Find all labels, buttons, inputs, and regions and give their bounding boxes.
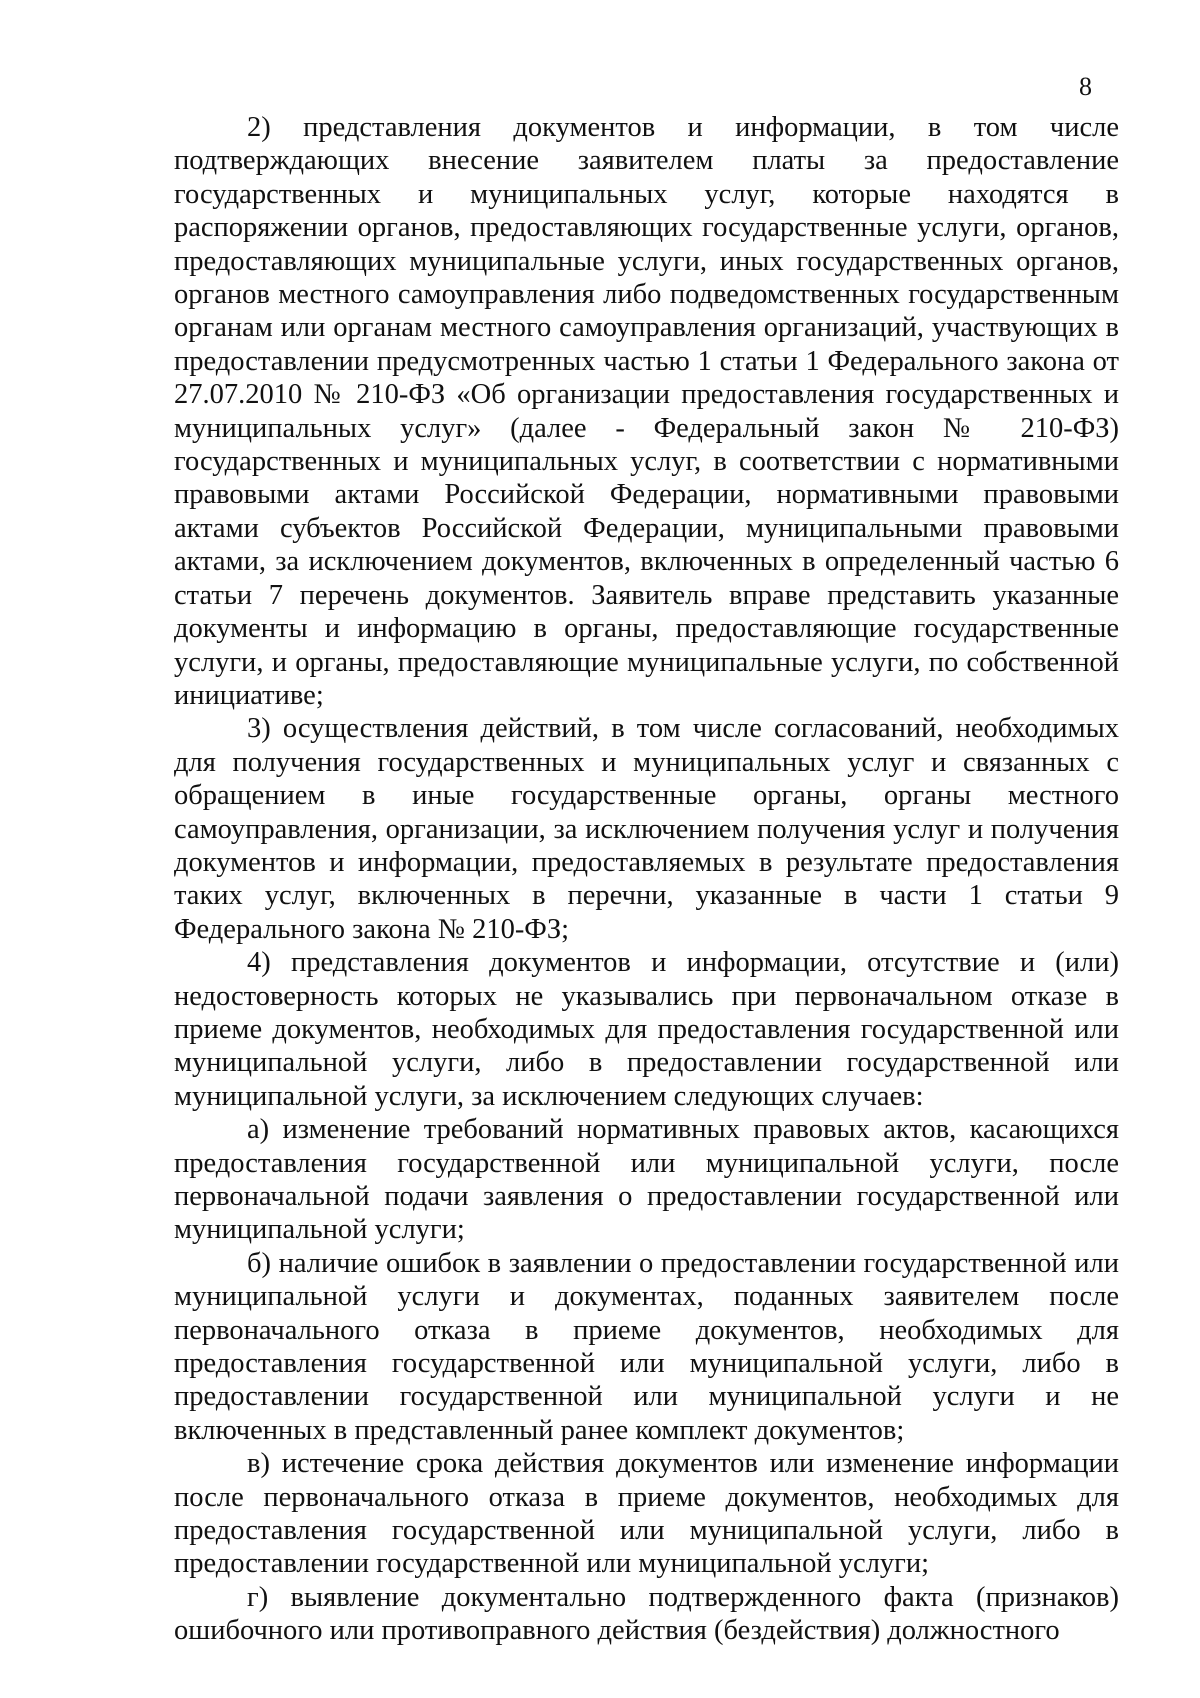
paragraph-subitem-a: а) изменение требований нормативных правовых актов, касающихся предоставления государственной или муниципальной услуги, после первоначальной подачи заявления о предоставлении государственной или муниципальной услуги;	[174, 1114, 1119, 1246]
paragraph-subitem-g: г) выявление документально подтвержденного факта (признаков) ошибочного или противоправного действия (бездействия) должностного	[174, 1581, 1119, 1647]
page-number: 8	[1079, 72, 1092, 101]
paragraph-item-2: 2) представления документов и информации, в том числе подтверждающих внесение заявителем платы за предоставление государственных и муниципальных услуг, которые находятся в распоряжении органов, предоставляющих государственные услуги, органов, предоставляющих муниципальные услуги, иных государственных органов, органов местного самоуправления либо подведомственных государственным органам или органам местного самоуправления организаций, участвующих в предоставлении предусмотренных частью 1 статьи 1 Федерального закона от 27.07.2010 № 210-ФЗ «Об организации предоставления государственных и муниципальных услуг» (далее - Федеральный закон № 210-ФЗ) государственных и муниципальных услуг, в соответствии с нормативными правовыми актами Российской Федерации, нормативными правовыми актами субъектов Российской Федерации, муниципальными правовыми актами, за исключением документов, включенных в определенный частью 6 статьи 7 перечень документов. Заявитель вправе представить указанные документы и информацию в органы, предоставляющие государственные услуги, и органы, предоставляющие муниципальные услуги, по собственной инициативе;	[174, 112, 1119, 711]
document-body	[174, 111, 1119, 1648]
paragraph-item-4: 4) представления документов и информации, отсутствие и (или) недостоверность которых не указывались при первоначальном отказе в приеме документов, необходимых для предоставления государственной или муниципальной услуги, либо в предоставлении государственной или муниципальной услуги, за исключением следующих случаев:	[174, 947, 1119, 1112]
paragraph-subitem-b: б) наличие ошибок в заявлении о предоставлении государственной или муниципальной услуги и документах, поданных заявителем после первоначального отказа в приеме документов, необходимых для предоставления государственной или муниципальной услуги, либо в предоставлении государственной или муниципальной услуги и не включенных в представленный ранее комплект документов;	[174, 1247, 1119, 1446]
paragraph-subitem-v: в) истечение срока действия документов или изменение информации после первоначального отказа в приеме документов, необходимых для предоставления государственной или муниципальной услуги, либо в предоставлении государственной или муниципальной услуги;	[174, 1448, 1119, 1580]
paragraph-item-3: 3) осуществления действий, в том числе согласований, необходимых для получения государственных и муниципальных услуг и связанных с обращением в иные государственные органы, органы местного самоуправления, организации, за исключением получения услуг и получения документов и информации, предоставляемых в результате предоставления таких услуг, включенных в перечни, указанные в части 1 статьи 9 Федерального закона № 210-ФЗ;	[174, 713, 1119, 945]
